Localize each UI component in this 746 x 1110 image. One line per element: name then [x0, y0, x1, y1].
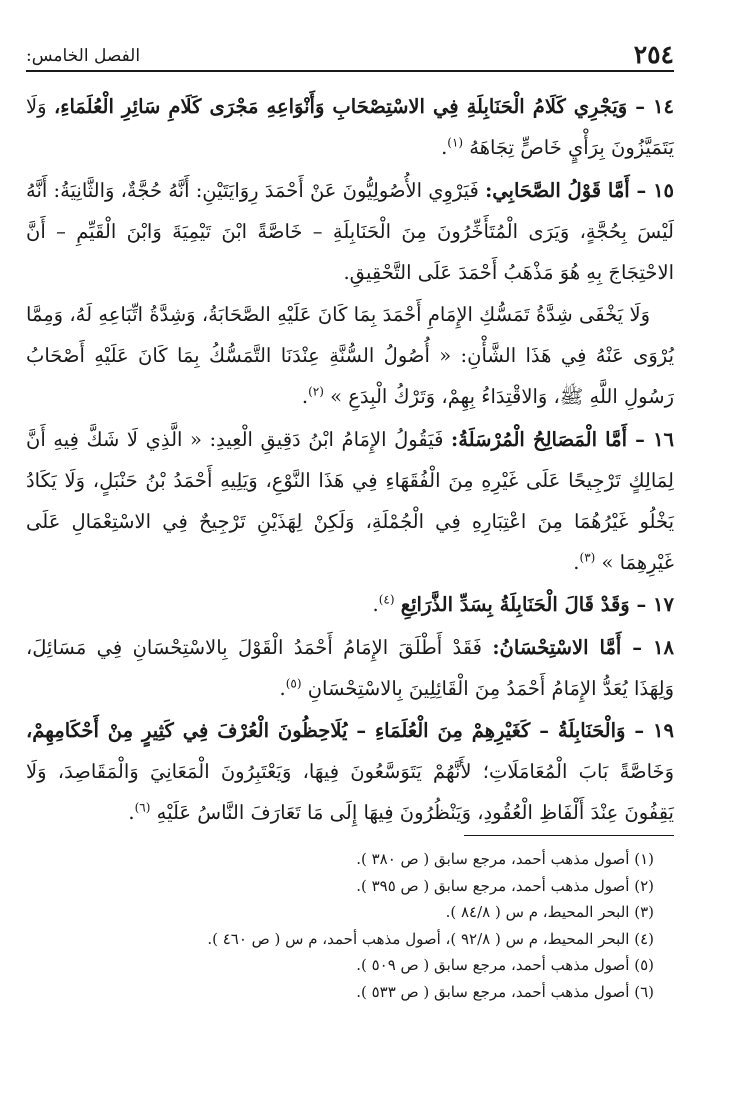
footnote-ref: (٦)	[134, 800, 151, 815]
footnote-ref: (١)	[447, 135, 464, 150]
paragraph-lead: ١٤ – وَيَجْرِي كَلَامُ الْحَنَابِلَةِ فِي الاسْتِصْحَابِ وَأَنْوَاعِهِ مَجْرَى كَلَامِ سَائِرِ الْعُلَمَاءِ،	[53, 95, 674, 118]
paragraph-text: فَيَقُولُ الإِمَامُ ابْنُ دَقِيقِ الْعِيدِ: « الَّذِي لَا شَكَّ فِيهِ أَنَّ لِمَالِكٍ تَرْجِيحًا عَلَى غَيْرِهِ مِنَ الْفُقَهَاءِ فِي هَذَا النَّوْعِ، وَيَلِيهِ أَحْمَدُ بْنُ حَنْبَلٍ، وَلَا يَكَادُ يَخْلُو غَيْرُهُمَا مِنَ اعْتِبَارِهِ فِي الْجُمْلَةِ، وَلَكِنْ لِهَذَيْنِ تَرْجِيحٌ فِي الاسْتِعْمَالِ عَلَى غَيْرِهِمَا »	[26, 427, 674, 574]
paragraph-lead: ١٩ – وَالْحَنَابِلَةُ – كَغَيْرِهِمْ مِنَ الْعُلَمَاءِ – يُلَاحِظُونَ الْعُرْفَ فِي كَثِيرٍ مِنْ أَحْكَامِهِمْ،	[26, 719, 674, 742]
footnote-ref: (٣)	[579, 550, 596, 564]
footnote-ref: (٥)	[285, 676, 302, 690]
footnote-1: (١) أصول مذهب أحمد، مرجع سابق ( ص ٣٨٠ ).	[356, 850, 654, 868]
paragraph-text: وَخَاصَّةً بَابَ الْمُعَامَلَاتِ؛ لأَنَّهُمْ يَتَوَسَّعُونَ فِيهَا، وَيَعْتَبِرُونَ الْمَعَانِيَ وَالْمَقَاصِدَ، وَلَا يَقِفُونَ عِنْدَ أَلْفَاظِ الْعُقُودِ، وَيَنْظُرُونَ فِيهَا إِلَى مَا تَعَارَفَ النَّاسُ عَلَيْهِ	[26, 760, 674, 824]
paragraph-lead: ١٦ – أَمَّا الْمَصَالِحُ الْمُرْسَلَةُ:	[451, 427, 675, 451]
paragraph-19	[26, 710, 674, 833]
paragraph-end: .	[301, 385, 309, 408]
paragraph-text: فَيَرْوِي الأُصُولِيُّونَ عَنْ أَحْمَدَ رِوَايَتَيْنِ: أَنَّهُ حُجَّةٌ، وَالثَّانِيَةُ: أَنَّهُ لَيْسَ بِحُجَّةٍ، وَيَرَى الْمُتَأَخِّرُونَ مِنَ الْحَنَابِلَةِ – خَاصَّةً ابْنَ تَيْمِيَةَ وَابْنَ الْقَيِّمِ – أَنَّ الاحْتِجَاجَ بِهِ هُوَ مَذْهَبُ أَحْمَدَ عَلَى التَّحْقِيقِ.	[26, 178, 674, 284]
footnotes	[34, 846, 654, 1005]
paragraph-lead: ١٥ – أَمَّا قَوْلُ الصَّحَابِي:	[485, 178, 675, 202]
paragraph-17	[26, 584, 674, 625]
page-header	[26, 40, 674, 72]
chapter-title: الفصل الخامس:	[26, 46, 141, 66]
paragraph-end: .	[128, 801, 135, 824]
footnote-4: (٤) البحر المحيط، م س ( ٩٢/٨ )، أصول مذهب أحمد، م س ( ص ٤٦٠ ).	[207, 929, 654, 948]
paragraph-18	[26, 627, 674, 709]
paragraph-15-continued	[26, 294, 674, 417]
paragraph-text: وَلَا يَخْفَى شِدَّةُ تَمَسُّكِ الإِمَامِ أَحْمَدَ بِمَا كَانَ عَلَيْهِ الصَّحَابَةُ، وَشِدَّةُ اتِّبَاعِهِ لَهُ، وَمِمَّا يُرْوَى عَنْهُ فِي هَذَا الشَّأْنِ: « أُصُولُ السُّنَّةِ عِنْدَنَا التَّمَسُّكُ بِمَا كَانَ عَلَيْهِ أَصْحَابُ رَسُولِ اللَّهِ ﷺ، وَالاقْتِدَاءُ بِهِمْ، وَتَرْكُ الْبِدَعِ »	[26, 303, 674, 408]
footnote-6: (٦) أصول مذهب أحمد، مرجع سابق ( ص ٥٣٣ ).	[356, 982, 654, 1001]
paragraph-lead: ١٧ – وَقَدْ قَالَ الْحَنَابِلَةُ بِسَدِّ الذَّرَائِعِ	[400, 593, 674, 616]
footnote-3: (٣) البحر المحيط، م س ( ٨٤/٨ ).	[445, 903, 654, 921]
paragraph-end: .	[441, 136, 448, 159]
paragraph-14	[26, 86, 674, 168]
paragraph-text: وَلَا يَتَمَيَّزُونَ بِرَأْيٍ خَاصٍّ تِجَاهَهُ	[26, 95, 674, 159]
paragraph-end: .	[372, 593, 379, 616]
page-number: ٢٥٤	[633, 40, 674, 69]
main-text	[26, 86, 674, 835]
footnote-ref: (٤)	[378, 592, 395, 607]
paragraph-text: فَقَدْ أَطْلَقَ الإِمَامُ أَحْمَدُ الْقَوْلَ بِالاسْتِحْسَانِ فِي مَسَائِلَ، وَلِهَذَا يُعَدُّ الإِمَامُ أَحْمَدُ مِنَ الْقَائِلِينَ بِالاسْتِحْسَانِ	[26, 635, 674, 700]
footnote-2: (٢) أصول مذهب أحمد، مرجع سابق ( ص ٣٩٥ ).	[356, 876, 654, 895]
paragraph-16	[26, 419, 674, 583]
paragraph-lead: ١٨ – أَمَّا الاسْتِحْسَانُ:	[492, 635, 674, 659]
footnote-ref: (٢)	[308, 384, 324, 399]
footnote-separator	[464, 835, 674, 836]
paragraph-15	[26, 170, 674, 293]
paragraph-end: .	[573, 550, 580, 574]
paragraph-end: .	[279, 676, 286, 700]
footnote-5: (٥) أصول مذهب أحمد، مرجع سابق ( ص ٥٠٩ ).	[356, 956, 654, 974]
